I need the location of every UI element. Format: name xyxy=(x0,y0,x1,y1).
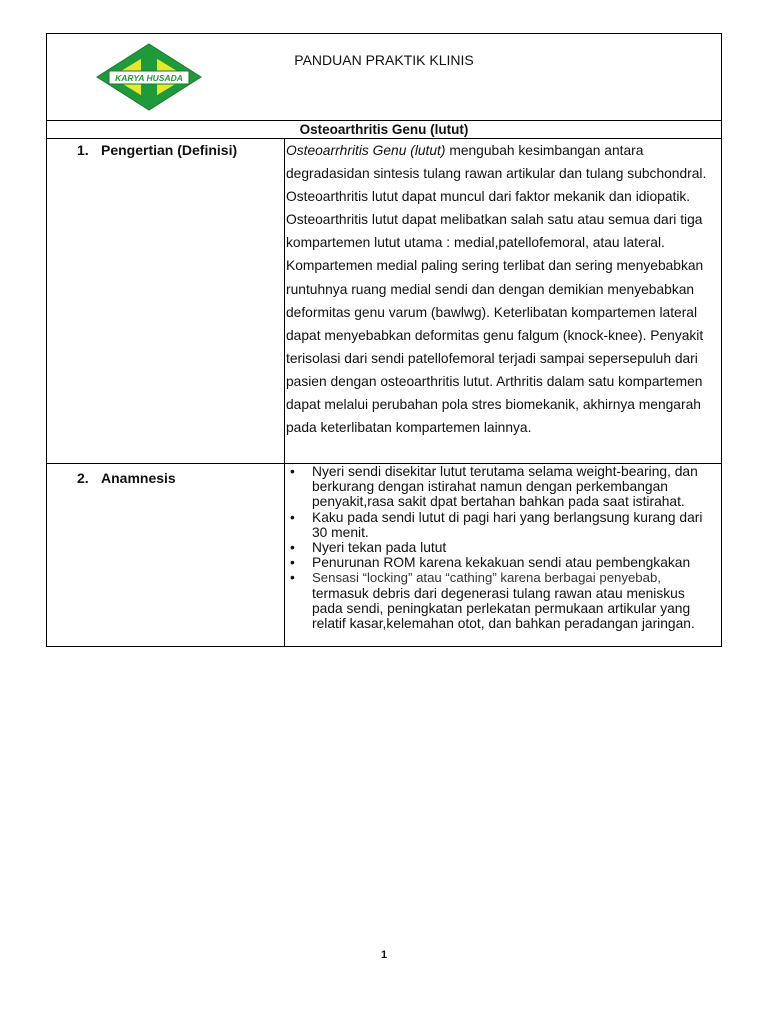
section-heading xyxy=(47,139,285,463)
topic-title: Osteoarthritis Genu (lutut) xyxy=(47,120,721,138)
list-item xyxy=(285,570,713,631)
list-item-rest: termasuk debris dari degenerasi tulang rawan atau meniskus pada sendi, peningkatan perlekatan permukaan artikular yang relatif kasar,kelemahan otot, dan bahkan peradangan jaringan. xyxy=(312,585,695,632)
header-row xyxy=(47,34,721,120)
section-heading-label: Anamnesis xyxy=(101,470,176,486)
anamnesis-content xyxy=(285,464,721,646)
section-number: 1. xyxy=(77,142,89,158)
section-anamnesis xyxy=(47,463,721,646)
section-heading xyxy=(47,464,285,646)
section-heading-label: Pengertian (Definisi) xyxy=(101,142,238,158)
anamnesis-list xyxy=(285,464,721,631)
definition-text xyxy=(285,139,721,463)
section-number: 2. xyxy=(77,470,89,486)
list-item: • Nyeri sendi disekitar lutut terutama selama weight-bearing, dan berkurang dengan istirahat namun dengan perkembangan penyakit,rasa sakit dpat bertahan bahkan pada saat istirahat. xyxy=(285,464,713,510)
list-item-lead: Sensasi “locking” atau “cathing” karena berbagai penyebab, xyxy=(312,570,661,586)
svg-text:KARYA HUSADA: KARYA HUSADA xyxy=(115,73,183,83)
document-title: PANDUAN PRAKTIK KLINIS xyxy=(294,52,474,68)
clinical-guideline-table xyxy=(46,33,722,647)
section-definition xyxy=(47,138,721,463)
definition-body: mengubah kesimbangan antara degradasidan sintesis tulang rawan artikular dan tulang subchondral. Osteoarthritis lutut dapat muncul dari faktor mekanik dan idiopatik. Osteoarthritis lutut dapat melibatkan salah satu atau semua dari tiga kompartemen lutut utama : medial,patellofemoral, atau lateral. Kompartemen medial paling sering terlibat dan sering menyebabkan runtuhnya ruang medial sendi dan dengan demikian menyebabkan deformitas genu varum (bawlwg). Keterlibatan kompartemen lateral dapat menyebabkan deformitas genu falgum (knock-knee). Penyakit terisolasi dari sendi patellofemoral terjadi sampai sepersepuluh dari pasien dengan osteoarthritis lutut. Arthritis dalam satu kompartemen dapat melalui perubahan pola stres biomekanik, akhirnya mengarah pada keterlibatan kompartemen lainnya. xyxy=(286,143,707,436)
list-item: • Penurunan ROM karena kekakuan sendi atau pembengkakan xyxy=(285,555,713,570)
page-number: 1 xyxy=(380,949,388,961)
definition-italic-lead: Osteoarrhritis Genu (lutut) xyxy=(286,143,446,158)
list-item: • Kaku pada sendi lutut di pagi hari yang berlangsung kurang dari 30 menit. xyxy=(285,510,713,540)
list-item: • Nyeri tekan pada lutut xyxy=(285,540,713,555)
